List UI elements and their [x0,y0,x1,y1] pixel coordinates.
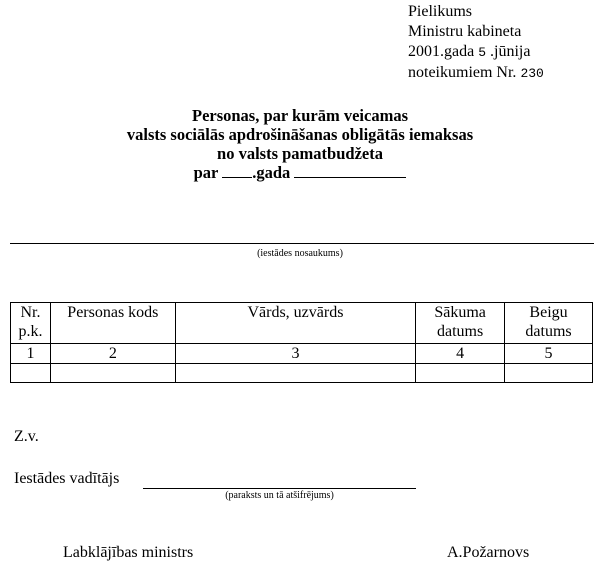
title-line-1: Personas, par kurām veicamas [191,106,408,125]
title-line-4 [0,163,600,182]
title-par: par [193,163,219,182]
column-number: 1 [11,344,51,364]
title-line-3: no valsts pamatbudžeta [217,144,383,163]
annex-day: 5 [478,45,487,60]
header-cell-start-date: Sākuma datums [416,303,505,344]
header-cell-nr: Nr. p.k. [11,303,51,344]
empty-cell [11,364,51,383]
stamp-label: Z.v. [14,428,39,445]
head-of-institution-label: Iestādes vadītājs [14,470,120,487]
header-cell-personal-code: Personas kods [50,303,175,344]
title-gada: .gada [252,163,291,182]
column-number: 5 [505,344,593,364]
period-blank [294,163,406,178]
header-cell-name: Vārds, uzvārds [175,303,415,344]
column-number: 3 [175,344,415,364]
signature-caption: (paraksts un tā atšifrējums) [225,490,334,501]
institution-caption: (iestādes nosaukums) [257,248,343,259]
persons-table [10,302,593,383]
column-number: 2 [50,344,175,364]
empty-cell [175,364,415,383]
column-number: 4 [416,344,505,364]
annex-line-2: Ministru kabineta [408,23,522,40]
table-row [11,364,593,383]
empty-cell [416,364,505,383]
minister-name: A.Požarnovs [447,544,530,561]
annex-date-suffix: .jūnija [490,43,531,60]
signature-line [143,488,416,489]
minister-title: Labklājības ministrs [63,544,194,561]
annex-line-1: Pielikums [408,3,473,20]
empty-cell [505,364,593,383]
annex-date-prefix: 2001.gada [408,43,475,60]
table-header-row [11,303,593,344]
document-title [0,106,600,182]
annex-line-4 [408,63,544,84]
table-number-row [11,344,593,364]
institution-name-line [10,243,594,244]
annex-regulation-label: noteikumiem Nr. [408,64,517,81]
annex-regulation-number: 230 [520,66,544,81]
header-cell-end-date: Beigu datums [505,303,593,344]
annex-reference [408,2,544,84]
empty-cell [50,364,175,383]
annex-line-3 [408,42,544,63]
title-line-2: valsts sociālās apdrošināšanas obligātās iemaksas [126,125,474,144]
year-blank [222,163,252,178]
